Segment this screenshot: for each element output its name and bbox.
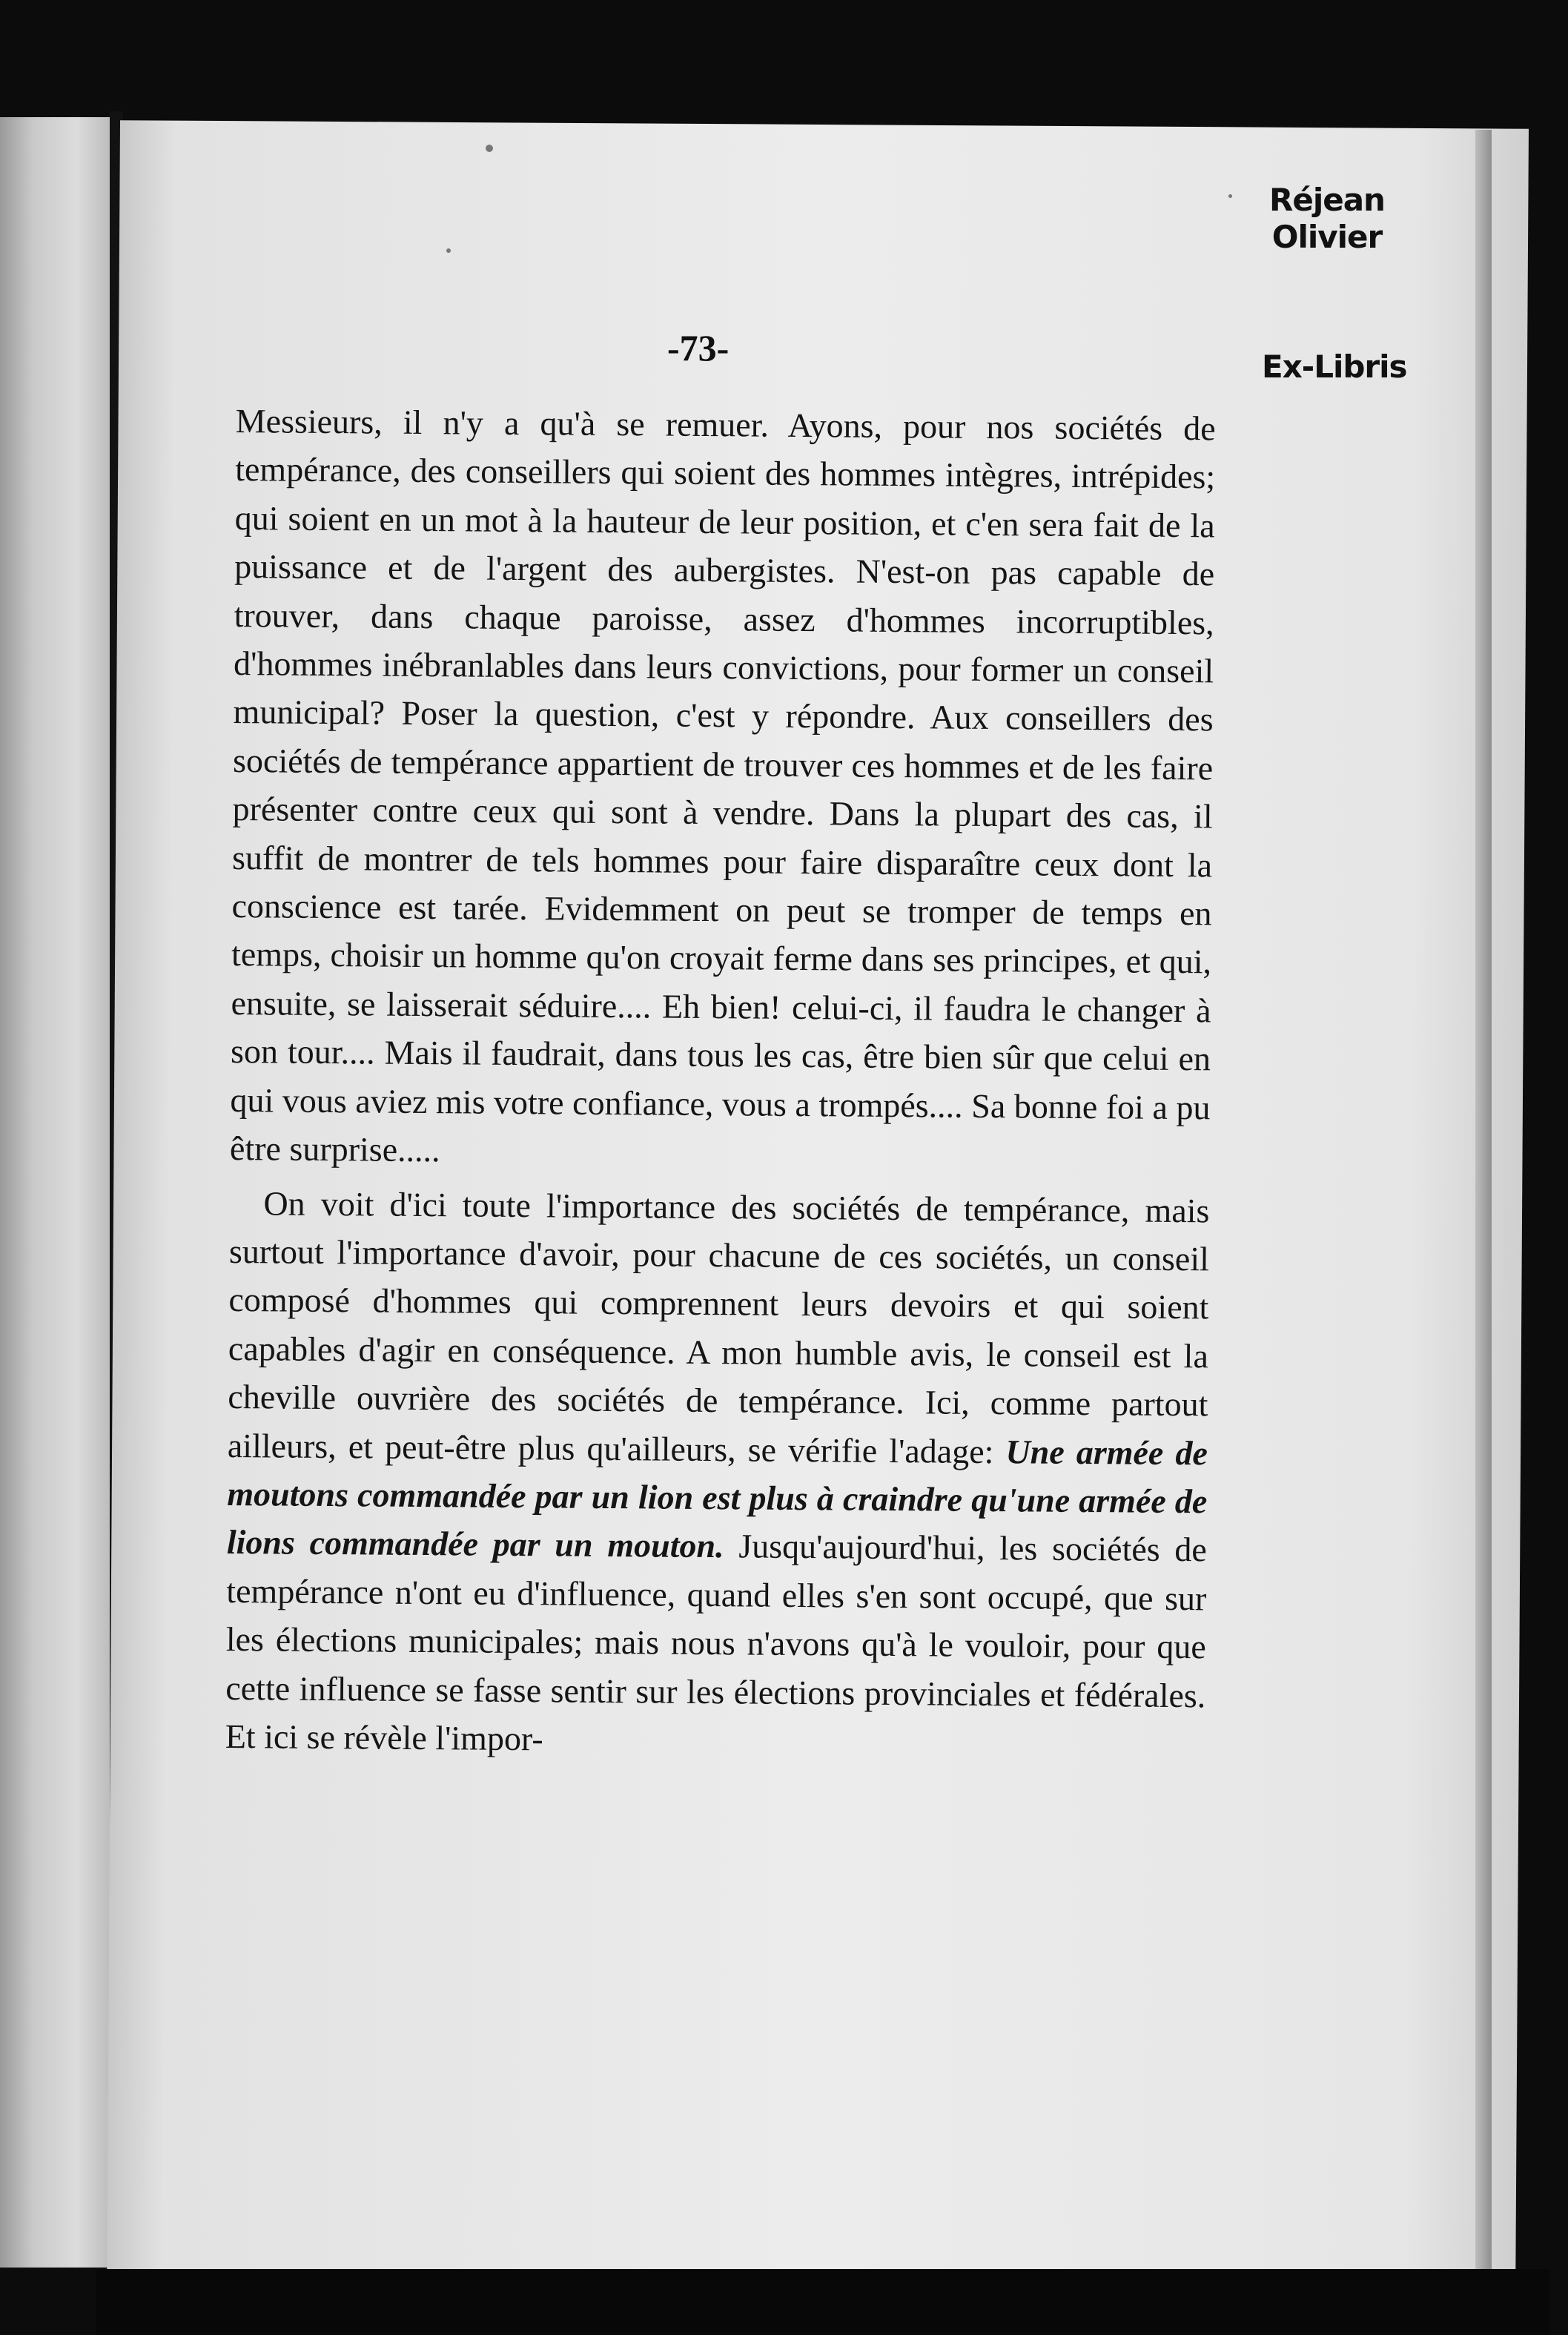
paragraph-2-end: Jusqu'aujourd'hui, les sociétés de tempérance n'ont eu d'influence, quand elles s'en sont occupé, que sur les élections municipales; mais nous n'avons qu'à le vouloir, pour que cette influence se fasse sentir sur les élections provinciales et fédérales. Et ici se révèle l'impor- [225, 1527, 1208, 1758]
paragraph-2-start: On voit d'ici toute l'importance des sociétés de tempérance, mais surtout l'importance d'avoir, pour chacune de ces sociétés, un conseil composé d'hommes qui comprennent leurs devoirs et qui soient capables d'agir en conséquence. A mon humble avis, le conseil est la cheville ouvrière des sociétés de tempérance. Ici, comme partout ailleurs, et peut-être plus qu'ailleurs, se vérifie l'adage: [227, 1183, 1210, 1470]
stamp-line-last-name: Olivier [1271, 219, 1383, 255]
ex-libris-label: Ex-Libris [1262, 349, 1407, 385]
ex-libris-stamp [1269, 182, 1385, 256]
dust-speck [1228, 194, 1232, 198]
dust-speck [446, 248, 451, 253]
adage-quote: Une armée de moutons commandée par un lion est plus à craindre qu'une armée de lions commandée par un mouton. [226, 1432, 1208, 1565]
paragraph-2 [225, 1178, 1210, 1768]
dust-speck [486, 145, 493, 152]
paragraph-1: Messieurs, il n'y a qu'à se remuer. Ayons, pour nos sociétés de tempérance, des conseillers qui soient des hommes intègres, intrépides; qui soient en un mot à la hauteur de leur position, et c'en sera fait de la puissance et de l'argent des aubergistes. N'est-on pas capable de trouver, dans chaque paroisse, assez d'hommes incorruptibles, d'hommes inébranlables dans leurs convictions, pour former un conseil municipal? Poser la question, c'est y répondre. Aux conseillers des sociétés de tempérance appartient de trouver ces hommes et de les faire présenter contre ceux qui sont à vendre. Dans la plupart des cas, il suffit de montrer de tels hommes pour faire disparaître ceux dont la conscience est tarée. Evidemment on peut se tromper de temps en temps, choisir un homme qu'on croyait ferme dans ses principes, et qui, ensuite, se laisserait séduire.... Eh bien! celui-ci, il faudra le changer à son tour.... Mais il faudrait, dans tous les cas, être bien sûr que celui en qui vous aviez mis votre confiance, vous a trompés.... Sa bonne foi a pu être surprise..... [229, 401, 1216, 1169]
page-number: -73- [667, 327, 730, 369]
stamp-line-first-name: Réjean [1269, 182, 1385, 218]
page-right-edge [1475, 130, 1492, 2273]
facing-page-edge [0, 117, 110, 2268]
body-text [225, 397, 1216, 1768]
bottom-shadow [96, 2269, 1549, 2335]
